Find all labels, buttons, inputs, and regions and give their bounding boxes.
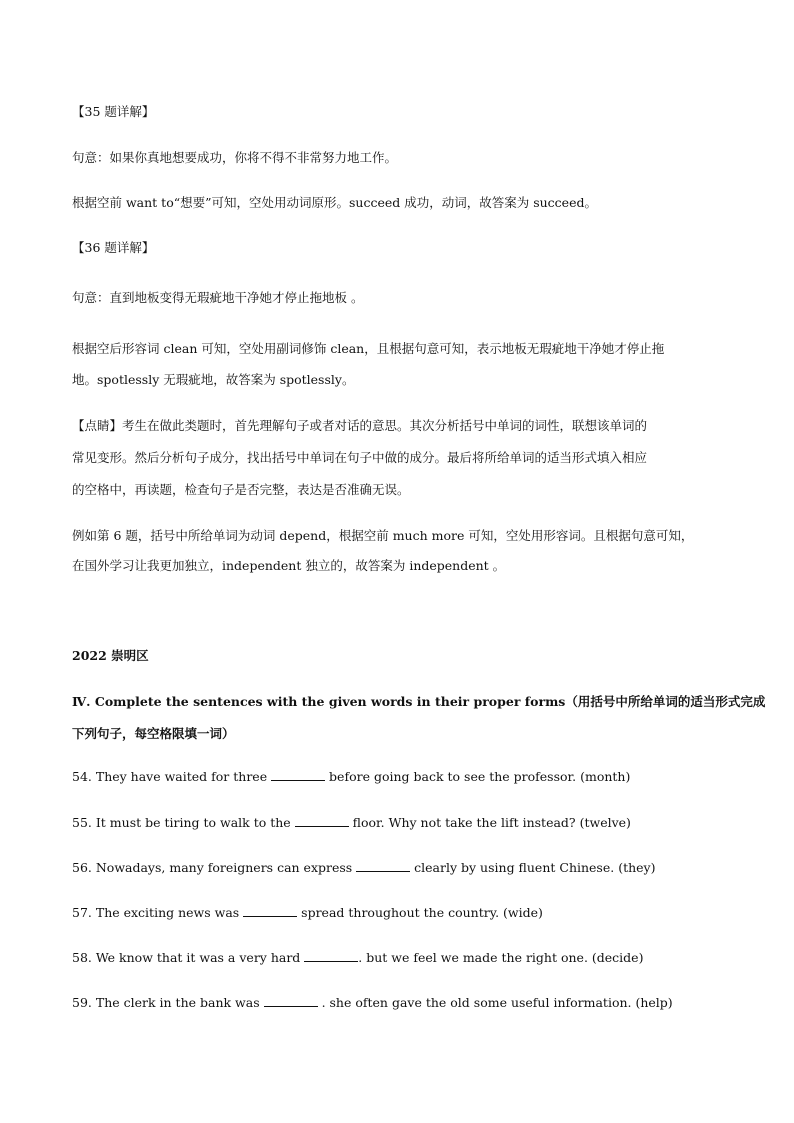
question-text-before: 55. It must be tiring to walk to the [72, 815, 295, 830]
explain36-heading: 【36 题详解】 [72, 240, 155, 255]
question-59 [72, 995, 734, 1011]
tips-line2: 常见变形。然后分析句子成分，找出括号中单词在句子中做的成分。最后将所给单词的适当形式填入相应 [72, 450, 648, 465]
tips-line3: 的空格中，再读题，检查句子是否完整，表达是否准确无误。 [72, 482, 410, 497]
example-line2: 在国外学习让我更加独立，independent 独立的，故答案为 independent 。 [72, 558, 506, 573]
section-title: 2022 崇明区 [72, 648, 149, 663]
question-text-before: 59. The clerk in the bank was [72, 995, 264, 1010]
question-text-after: clearly by using fluent Chinese. (they) [410, 860, 656, 875]
explain36-analysis-line2: 地。spotlessly 无瑕疵地，故答案为 spotlessly。 [72, 372, 355, 387]
question-text-before: 57. The exciting news was [72, 905, 244, 920]
tips-line1: 【点睛】考生在做此类题时，首先理解句子或者对话的意思。其次分析括号中单词的词性，联想该单词的 [72, 418, 648, 433]
explain36-analysis-line1: 根据空后形容词 clean 可知，空处用副词修饰 clean，且根据句意可知，表示地板无瑕疵地干净她才停止拖 [72, 341, 665, 356]
question-text-after: . but we feel we made the right one. (decide) [358, 950, 644, 965]
question-54 [72, 769, 734, 785]
question-text-after: spread throughout the country. (wide) [297, 905, 543, 920]
section-instruction-line2: 下列句子，每空格限填一词） [72, 726, 235, 741]
question-text-after: before going back to see the professor. (month) [325, 769, 631, 784]
example-line1: 例如第 6 题，括号中所给单词为动词 depend，根据空前 much more 可知，空处用形容词。且根据句意可知， [72, 528, 694, 543]
answer-blank[interactable] [243, 905, 297, 917]
answer-blank[interactable] [264, 995, 318, 1007]
answer-blank[interactable] [271, 769, 325, 781]
question-58 [72, 950, 734, 966]
explain35-analysis: 根据空前 want to“想要”可知，空处用动词原形。succeed 成功，动词，故答案为 succeed。 [72, 195, 597, 210]
question-text-after: floor. Why not take the lift instead? (twelve) [348, 815, 631, 830]
question-57 [72, 905, 734, 921]
question-text-before: 58. We know that it was a very hard [72, 950, 305, 965]
explain36-meaning: 句意：直到地板变得无瑕疵地干净她才停止拖地板 。 [72, 290, 364, 305]
answer-blank[interactable] [295, 815, 349, 827]
question-56 [72, 860, 734, 876]
explain35-meaning: 句意：如果你真地想要成功，你将不得不非常努力地工作。 [72, 150, 398, 165]
answer-blank[interactable] [356, 860, 410, 872]
question-55 [72, 815, 734, 831]
question-text-after: . she often gave the old some useful information. (help) [317, 995, 673, 1010]
question-text-before: 54. They have waited for three [72, 769, 272, 784]
question-text-before: 56. Nowadays, many foreigners can express [72, 860, 357, 875]
explain35-heading: 【35 题详解】 [72, 104, 155, 119]
answer-blank[interactable] [304, 950, 358, 962]
section-instruction-line1: Ⅳ. Complete the sentences with the given words in their proper forms（用括号中所给单词的适当形式完成 [72, 694, 766, 709]
